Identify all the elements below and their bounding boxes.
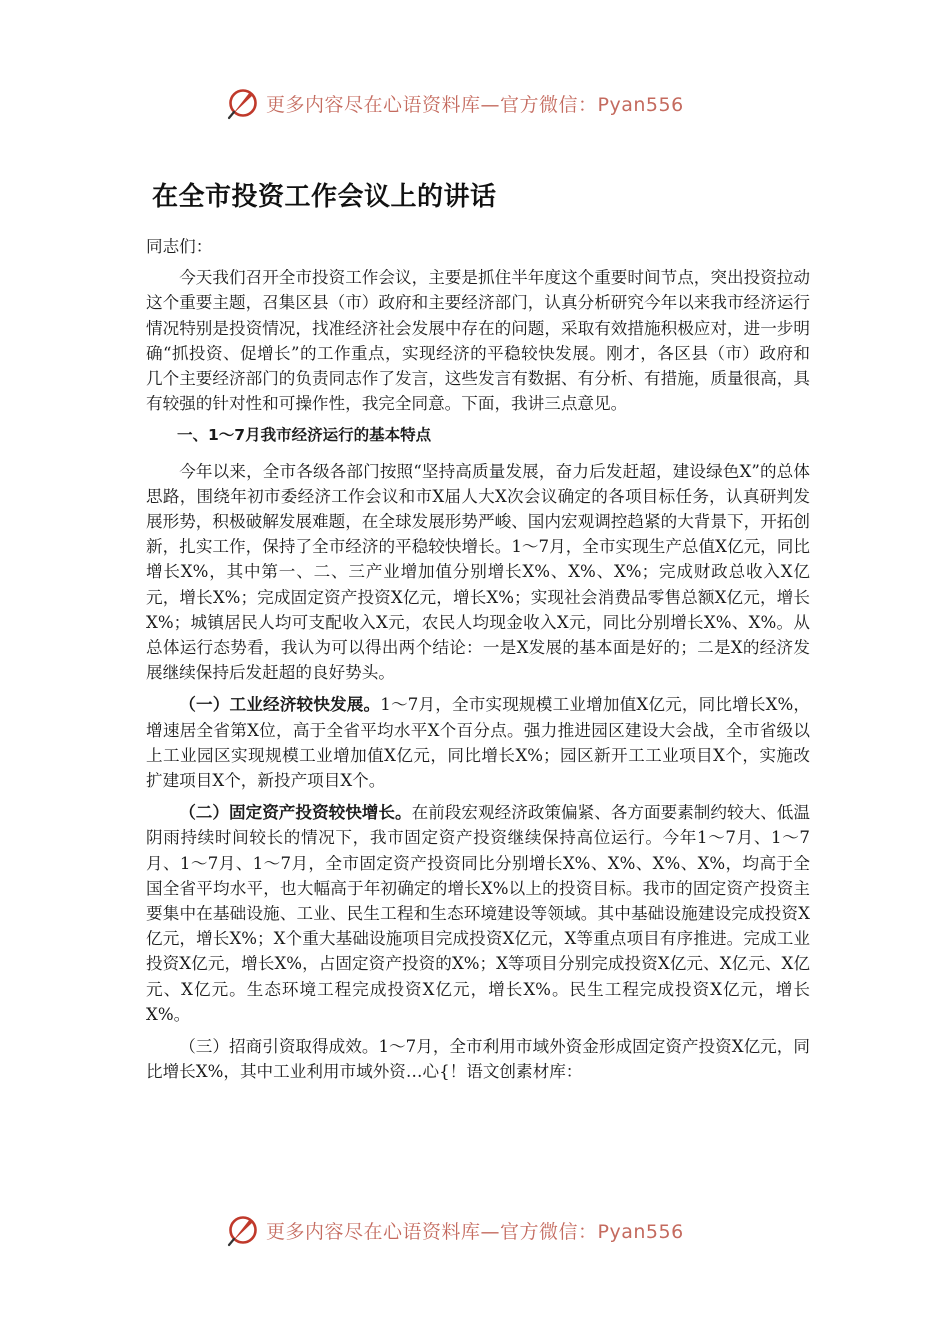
watermark-header [226, 86, 684, 120]
point-2-body: 在前段宏观经济政策偏紧、各方面要素制约较大、低温阴雨持续时间较长的情况下，我市固定资产投资继续保持高位运行。今年1～7月、1～7月、1～7月、1～7月，全市固定资产投资同比分别增长X%、X%、X%、X%，均高于全国全省平均水平，也大幅高于年初确定的增长X%以上的投资目标。我市的固定资产投资主要集中在基础设施、工业、民生工程和生态环境建设等领域。其中基础设施建设完成投资X亿元，增长X%；X个重大基础设施项目完成投资X亿元，X等重点项目有序推进。完成工业投资X亿元，增长X%，占固定资产投资的X%；X等项目分别完成投资X亿元、X亿元、X亿元、X亿元。生态环境工程完成投资X亿元，增长X%。民生工程完成投资X亿元，增长X%。 [146, 803, 810, 1024]
point-1-body: 1～7月，全市实现规模工业增加值X亿元，同比增长X%，增速居全省第X位，高于全省平均水平X个百分点。强力推进园区建设大会战，全市省级以上工业园区实现规模工业增加值X亿元，同比增长X%；园区新开工工业项目X个，实施改扩建项目X个，新投产项目X个。 [146, 695, 810, 791]
document-body [146, 234, 810, 1092]
intro-paragraph: 今天我们召开全市投资工作会议，主要是抓住半年度这个重要时间节点，突出投资拉动这个重要主题，召集区县（市）政府和主要经济部门，认真分析研究今年以来我市经济运行情况特别是投资情况，找准经济社会发展中存在的问题，采取有效措施积极应对，进一步明确“抓投资、促增长”的工作重点，实现经济的平稳较快发展。刚才，各区县（市）政府和几个主要经济部门的负责同志作了发言，这些发言有数据、有分析、有措施，质量很高，具有较强的针对性和可操作性，我完全同意。下面，我讲三点意见。 [146, 268, 810, 414]
point-2-lead: （二）固定资产投资较快增长。 [179, 803, 412, 823]
point-1-lead: （一）工业经济较快发展。 [179, 695, 381, 715]
watermark-footer [226, 1213, 684, 1247]
quill-pen-logo-icon [226, 86, 260, 120]
section1-paragraph: 今年以来，全市各级各部门按照“坚持高质量发展，奋力后发赶超，建设绿色X”的总体思路，围绕年初市委经济工作会议和市X届人大X次会议确定的各项目标任务，认真研判发展形势，积极破解发展难题，在全球发展形势严峻、国内宏观调控趋紧的大背景下，开拓创新，扎实工作，保持了全市经济的平稳较快增长。1～7月，全市实现生产总值X亿元，同比增长X%，其中第一、二、三产业增加值分别增长X%、X%、X%；完成财政总收入X亿元，增长X%；完成固定资产投资X亿元，增长X%；实现社会消费品零售总额X亿元，增长X%；城镇居民人均可支配收入X元，农民人均现金收入X元，同比分别增长X%、X%。从总体运行态势看，我认为可以得出两个结论：一是X发展的基本面是好的；二是X的经济发展继续保持后发赶超的良好势头。 [146, 461, 810, 683]
section-heading-1: 一、1～7月我市经济运行的基本特点 [177, 426, 432, 445]
point-3-paragraph: （三）招商引资取得成效。1～7月，全市利用市域外资金形成固定资产投资X亿元，同比增长X%，其中工业利用市域外资…心{！语文创素材库： [146, 1037, 810, 1082]
watermark-text: 更多内容尽在心语资料库—官方微信：Pyan556 [266, 93, 684, 116]
greeting: 同志们： [146, 237, 213, 256]
point-1-paragraph [146, 692, 810, 793]
document-title: 在全市投资工作会议上的讲话 [152, 182, 497, 212]
quill-pen-logo-icon [226, 1213, 260, 1247]
point-2-paragraph [146, 800, 810, 1027]
watermark-text: 更多内容尽在心语资料库—官方微信：Pyan556 [266, 1220, 684, 1243]
